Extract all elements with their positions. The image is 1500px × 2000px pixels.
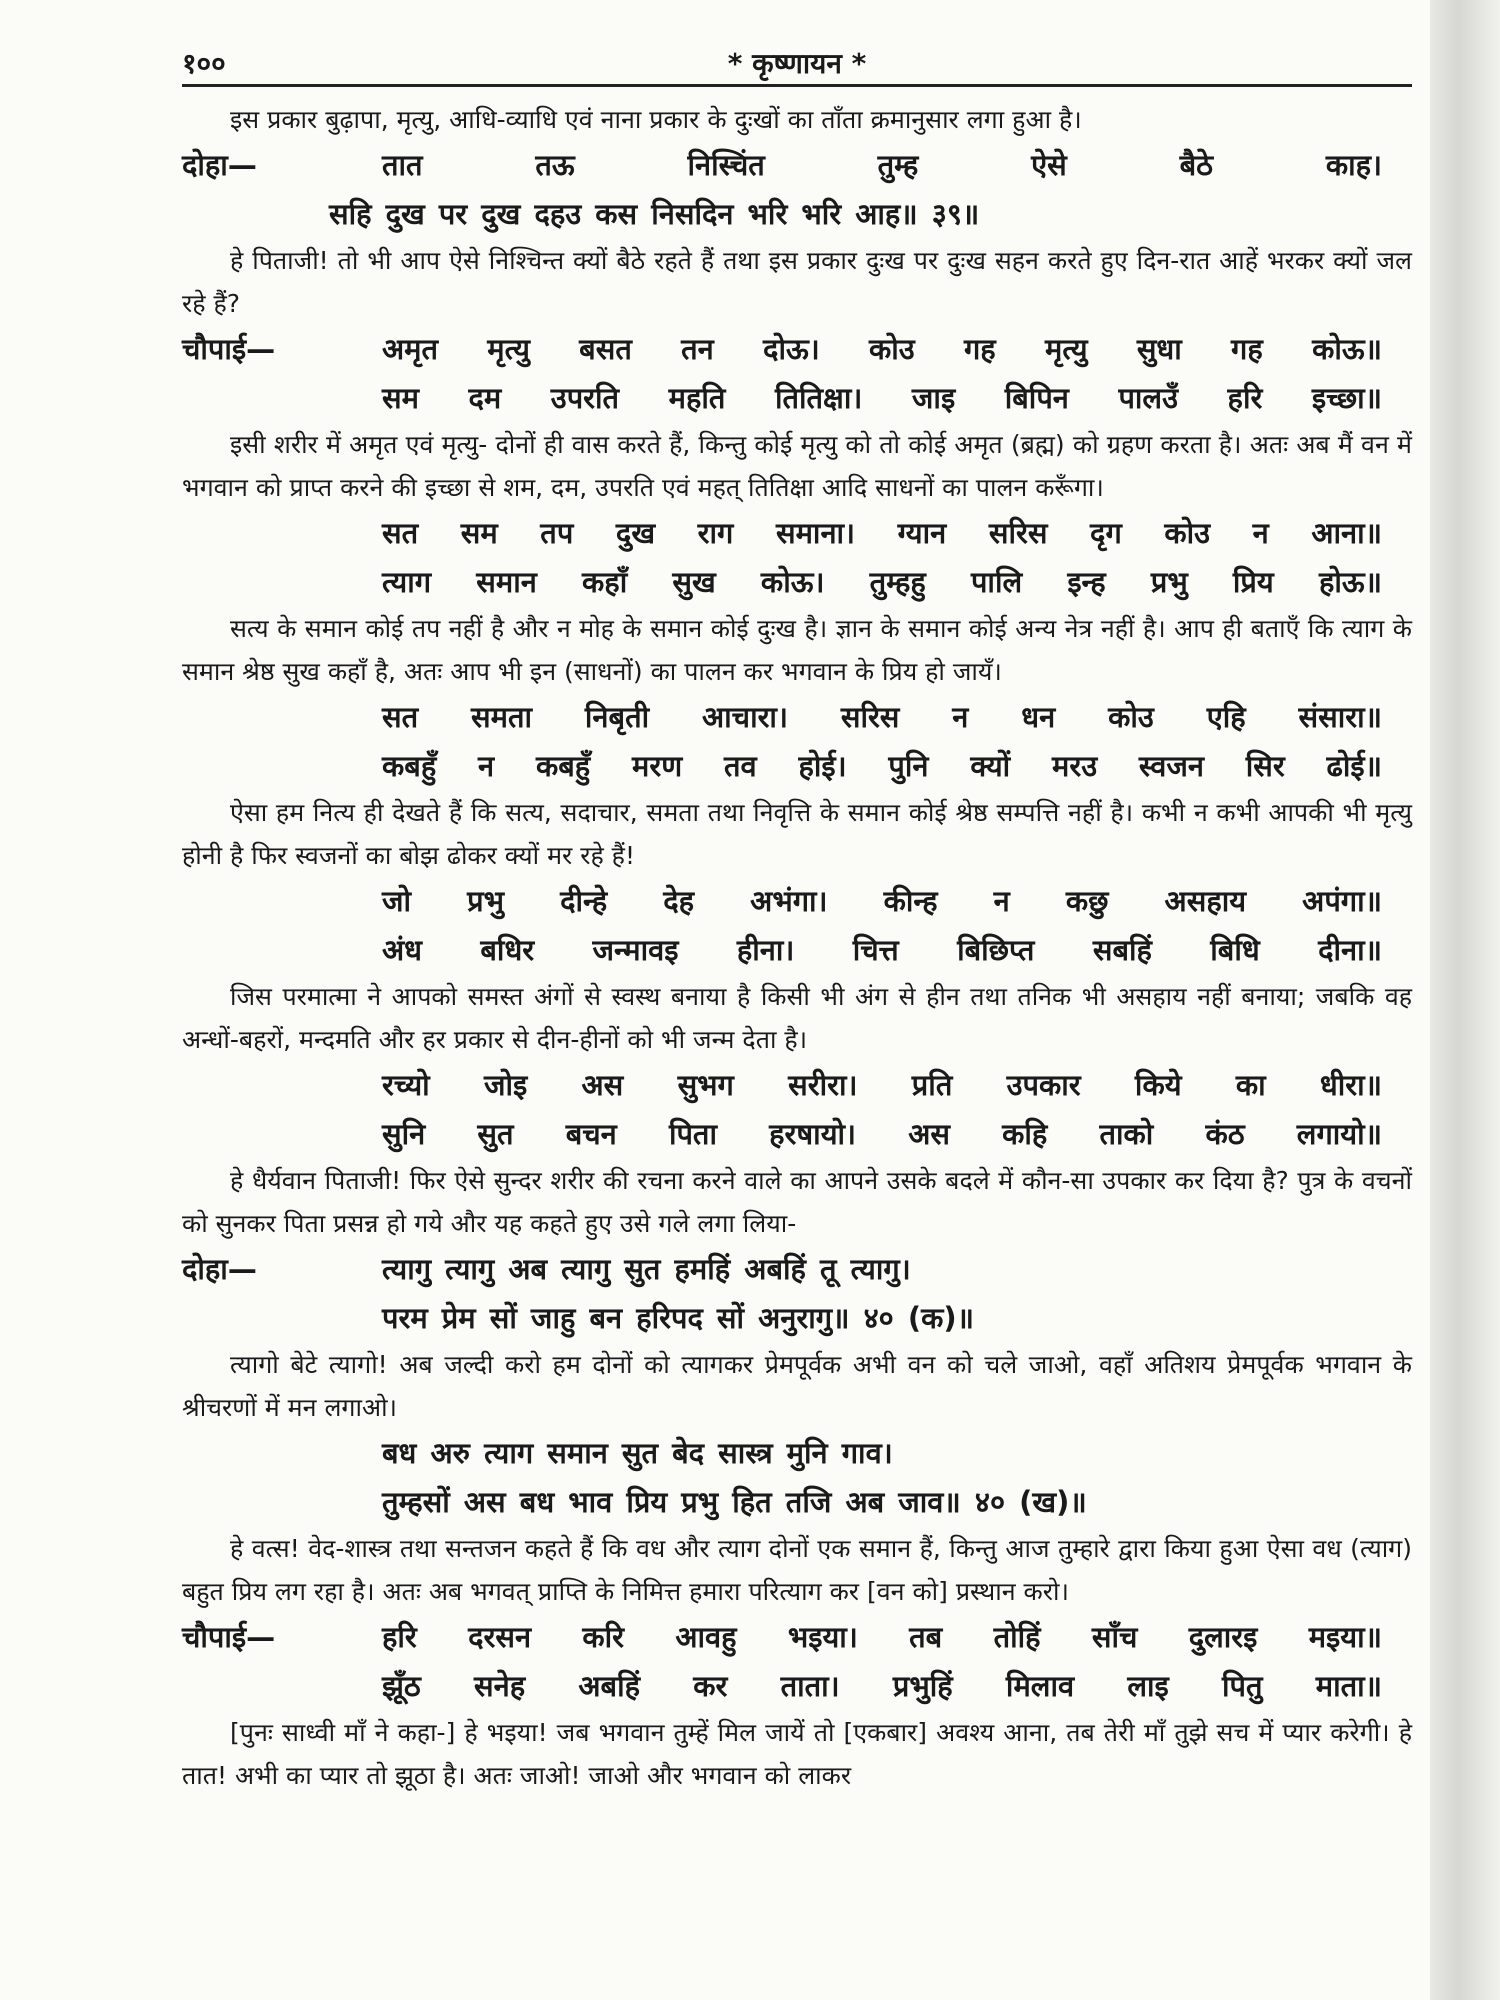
page-number: १०० bbox=[182, 47, 226, 80]
verse-line bbox=[182, 1110, 1412, 1159]
verse-line bbox=[182, 325, 1412, 374]
page-body bbox=[182, 98, 1412, 1797]
prose-paragraph: इसी शरीर में अमृत एवं मृत्यु- दोनों ही वास करते हैं, किन्तु कोई मृत्यु को तो कोई अमृत (ब्रह्म) को ग्रहण करता है। अतः अब मैं वन में भगवान को प्राप्त करने की इच्छा से शम, दम, उपरति एवं महत् तितिक्षा आदि साधनों का पालन करूँगा। bbox=[182, 430, 1412, 502]
verse-line bbox=[182, 1662, 1412, 1711]
page-edge-shadow bbox=[1430, 0, 1500, 2000]
verse-line bbox=[182, 877, 1412, 926]
verse-text: तात तऊ निस्चिंत तुम्ह ऐसे बैठे काह। bbox=[382, 148, 1382, 182]
prose-paragraph: जिस परमात्मा ने आपको समस्त अंगों से स्वस्थ बनाया है किसी भी अंग से हीन तथा तनिक भी असहाय नहीं बनाया; जबकि वह अन्धों-बहरों, मन्दमति और हर प्रकार से दीन-हीनों को भी जन्म देता है। bbox=[182, 982, 1412, 1054]
page-header bbox=[182, 42, 1412, 86]
prose-paragraph: [पुनः साध्वी माँ ने कहा-] हे भइया! जब भगवान तुम्हें मिल जायें तो [एकबार] अवश्य आना, तब तेरी माँ तुझे सच में प्यार करेगी। हे तात! अभी का प्यार तो झूठा है। अतः जाओ! जाओ और भगवान को लाकर bbox=[182, 1718, 1412, 1790]
verse-line bbox=[182, 374, 1412, 423]
verse-line bbox=[182, 1429, 1412, 1478]
verse-label: दोहा— bbox=[182, 148, 257, 182]
verse-label: चौपाई— bbox=[182, 1620, 276, 1654]
verse-line bbox=[182, 509, 1412, 558]
verse-line bbox=[182, 141, 1412, 190]
verse-text: हरि दरसन करि आवहु भइया। तब तोहिं साँच दुलारइ मइया॥ bbox=[382, 1620, 1382, 1654]
verse-text: सत सम तप दुख राग समाना। ग्यान सरिस दृग कोउ न आना॥ bbox=[382, 516, 1382, 550]
header-rule bbox=[182, 84, 1412, 87]
verse-line bbox=[182, 1294, 1412, 1343]
prose-paragraph: हे धैर्यवान पिताजी! फिर ऐसे सुन्दर शरीर की रचना करने वाले का आपने उसके बदले में कौन-सा उपकार कर दिया है? पुत्र के वचनों को सुनकर पिता प्रसन्न हो गये और यह कहते हुए उसे गले लगा लिया- bbox=[182, 1166, 1412, 1238]
verse-text: अंध बधिर जन्मावइ हीना। चित्त बिछिप्त सबहिं बिधि दीना॥ bbox=[382, 933, 1382, 967]
verse-text: जो प्रभु दीन्हे देह अभंगा। कीन्ह न कछु असहाय अपंगा॥ bbox=[382, 884, 1382, 918]
verse-text: सहि दुख पर दुख दहउ कस निसदिन भरि भरि आह॥ ३९॥ bbox=[329, 197, 980, 231]
running-title: * कृष्णायन * bbox=[727, 47, 867, 80]
verse-label: दोहा— bbox=[182, 1252, 257, 1286]
verse-line bbox=[182, 190, 1412, 239]
verse-text: तुम्हसों अस बध भाव प्रिय प्रभु हित तजि अब जाव॥ ४० (ख)॥ bbox=[382, 1485, 1087, 1519]
prose-paragraph: हे पिताजी! तो भी आप ऐसे निश्चिन्त क्यों बैठे रहते हैं तथा इस प्रकार दुःख पर दुःख सहन करते हुए दिन-रात आहें भरकर क्यों जल रहे हैं? bbox=[182, 246, 1412, 318]
verse-text: सम दम उपरति महति तितिक्षा। जाइ बिपिन पालउँ हरि इच्छा॥ bbox=[382, 381, 1382, 415]
verse-text: सुनि सुत बचन पिता हरषायो। अस कहि ताको कंठ लगायो॥ bbox=[382, 1117, 1382, 1151]
verse-text: बध अरु त्याग समान सुत बेद सास्त्र मुनि गाव। bbox=[382, 1436, 893, 1470]
prose-paragraph: सत्य के समान कोई तप नहीं है और न मोह के समान कोई दुःख है। ज्ञान के समान कोई अन्य नेत्र नहीं है। आप ही बताएँ कि त्याग के समान श्रेष्ठ सुख कहाँ है, अतः आप भी इन (साधनों) का पालन कर भगवान के प्रिय हो जायँ। bbox=[182, 614, 1412, 686]
verse-line bbox=[182, 1613, 1412, 1662]
verse-line bbox=[182, 1061, 1412, 1110]
verse-line bbox=[182, 926, 1412, 975]
verse-text: त्याग समान कहाँ सुख कोऊ। तुम्हहु पालि इन्ह प्रभु प्रिय होऊ॥ bbox=[382, 565, 1382, 599]
prose-paragraph: हे वत्स! वेद-शास्त्र तथा सन्तजन कहते हैं कि वध और त्याग दोनों एक समान हैं, किन्तु आज तुम्हारे द्वारा किया हुआ ऐसा वध (त्याग) बहुत प्रिय लग रहा है। अतः अब भगवत् प्राप्ति के निमित्त हमारा परित्याग कर [वन को] प्रस्थान करो। bbox=[182, 1534, 1412, 1606]
verse-line bbox=[182, 1245, 1412, 1294]
verse-line bbox=[182, 558, 1412, 607]
verse-line bbox=[182, 742, 1412, 791]
prose-paragraph: ऐसा हम नित्य ही देखते हैं कि सत्य, सदाचार, समता तथा निवृत्ति के समान कोई श्रेष्ठ सम्पत्ति नहीं है। कभी न कभी आपकी भी मृत्यु होनी है फिर स्वजनों का बोझ ढोकर क्यों मर रहे हैं! bbox=[182, 798, 1412, 870]
verse-text: रच्यो जोइ अस सुभग सरीरा। प्रति उपकार किये का धीरा॥ bbox=[382, 1068, 1382, 1102]
verse-text: परम प्रेम सों जाहु बन हरिपद सों अनुरागु॥ ४० (क)॥ bbox=[382, 1301, 974, 1335]
verse-text: त्यागु त्यागु अब त्यागु सुत हमहिं अबहिं तू त्यागु। bbox=[382, 1252, 911, 1286]
verse-text: झूँठ सनेह अबहिं कर ताता। प्रभुहिं मिलाव लाइ पितु माता॥ bbox=[382, 1669, 1382, 1703]
verse-line bbox=[182, 1478, 1412, 1527]
prose-paragraph: त्यागो बेटे त्यागो! अब जल्दी करो हम दोनों को त्यागकर प्रेमपूर्वक अभी वन को चले जाओ, वहाँ अतिशय प्रेमपूर्वक भगवान के श्रीचरणों में मन लगाओ। bbox=[182, 1350, 1412, 1422]
verse-line bbox=[182, 693, 1412, 742]
verse-text: सत समता निबृती आचारा। सरिस न धन कोउ एहि संसारा॥ bbox=[382, 700, 1382, 734]
prose-paragraph: इस प्रकार बुढ़ापा, मृत्यु, आधि-व्याधि एवं नाना प्रकार के दुःखों का ताँता क्रमानुसार लगा हुआ है। bbox=[230, 105, 1082, 134]
verse-text: कबहुँ न कबहुँ मरण तव होई। पुनि क्यों मरउ स्वजन सिर ढोई॥ bbox=[382, 749, 1382, 783]
verse-text: अमृत मृत्यु बसत तन दोऊ। कोउ गह मृत्यु सुधा गह कोऊ॥ bbox=[382, 332, 1382, 366]
verse-label: चौपाई— bbox=[182, 332, 276, 366]
